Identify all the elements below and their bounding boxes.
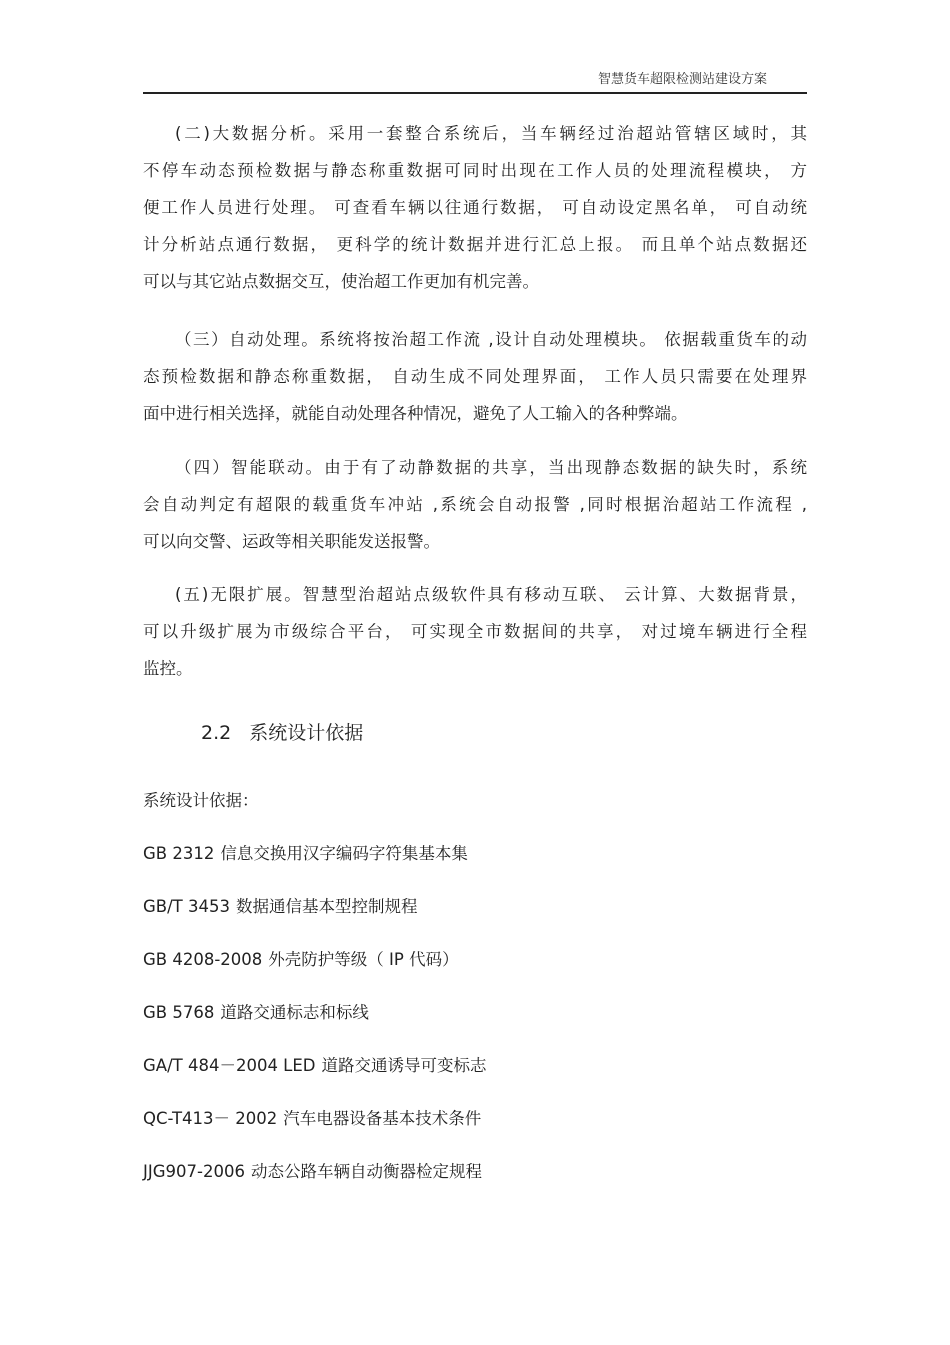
section-heading (201, 718, 363, 745)
paragraph-unlimited-expansion (143, 576, 807, 687)
paragraph-line: 便工作人员进行处理。 可查看车辆以往通行数据， 可自动设定黑名单， 可自动统 (143, 198, 807, 217)
paragraph-line: (二)大数据分析。采用一套整合系统后，当车辆经过治超站管辖区域时，其 (175, 124, 807, 143)
standard-code: GB 2312 (143, 844, 215, 863)
standard-code: GB 4208-2008 (143, 950, 263, 969)
standard-title: 道路交通标志和标线 (220, 1003, 369, 1022)
reference-item (143, 1158, 487, 1211)
paragraph-line: (五)无限扩展。智慧型治超站点级软件具有移动互联、 云计算、大数据背景， (175, 585, 807, 604)
paragraph-line: 可以向交警、运政等相关职能发送报警。 (143, 532, 440, 551)
reference-item (143, 1052, 487, 1105)
paragraph-big-data-analysis (143, 115, 807, 300)
page-header (143, 66, 807, 94)
standard-code: GB 5768 (143, 1003, 215, 1022)
paragraph-auto-processing (143, 321, 807, 432)
paragraph-line: 可以升级扩展为市级综合平台， 可实现全市数据间的共享， 对过境车辆进行全程 (143, 622, 807, 641)
reference-item (143, 999, 487, 1052)
standard-title: 信息交换用汉字编码字符集基本集 (220, 844, 468, 863)
paragraph-line: 面中进行相关选择，就能自动处理各种情况，避免了人工输入的各种弊端。 (143, 404, 688, 423)
paragraph-line: 态预检数据和静态称重数据， 自动生成不同处理界面， 工作人员只需要在处理界 (143, 367, 807, 386)
standard-title: 动态公路车辆自动衡器检定规程 (250, 1162, 482, 1181)
standard-title: 数据通信基本型控制规程 (235, 897, 418, 916)
standard-code: JJG907-2006 (143, 1162, 245, 1181)
paragraph-line: 可以与其它站点数据交互，使治超工作更加有机完善。 (143, 272, 539, 291)
standard-code: QC-T413－ 2002 (143, 1109, 278, 1128)
paragraph-line: （三）自动处理。系统将按治超工作流 ,设计自动处理模块。 依据载重货车的动 (175, 330, 807, 349)
standard-code: GB/T 3453 (143, 897, 230, 916)
standard-title: 外壳防护等级（ IP 代码） (268, 950, 459, 969)
paragraph-smart-linkage (143, 449, 807, 560)
standard-title: 道路交通诱导可变标志 (321, 1056, 487, 1075)
references-intro: 系统设计依据： (143, 791, 259, 810)
references-list (143, 840, 487, 1211)
paragraph-line: 计分析站点通行数据， 更科学的统计数据并进行汇总上报。 而且单个站点数据还 (143, 235, 807, 254)
reference-item (143, 946, 487, 999)
paragraph-line: 会自动判定有超限的载重货车冲站 ,系统会自动报警 ,同时根据治超站工作流程 , (143, 495, 807, 514)
standard-title: 汽车电器设备基本技术条件 (283, 1109, 482, 1128)
reference-item (143, 1105, 487, 1158)
paragraph-line: （四）智能联动。由于有了动静数据的共享，当出现静态数据的缺失时，系统 (175, 458, 807, 477)
section-title: 系统设计依据 (249, 722, 364, 744)
reference-item (143, 840, 487, 893)
paragraph-line: 监控。 (143, 659, 193, 678)
document-title: 智慧货车超限检测站建设方案 (597, 72, 767, 87)
paragraph-line: 不停车动态预检数据与静态称重数据可同时出现在工作人员的处理流程模块， 方 (143, 161, 807, 180)
standard-code: GA/T 484－2004 LED (143, 1056, 316, 1075)
section-number: 2.2 (201, 722, 232, 744)
reference-item (143, 893, 487, 946)
